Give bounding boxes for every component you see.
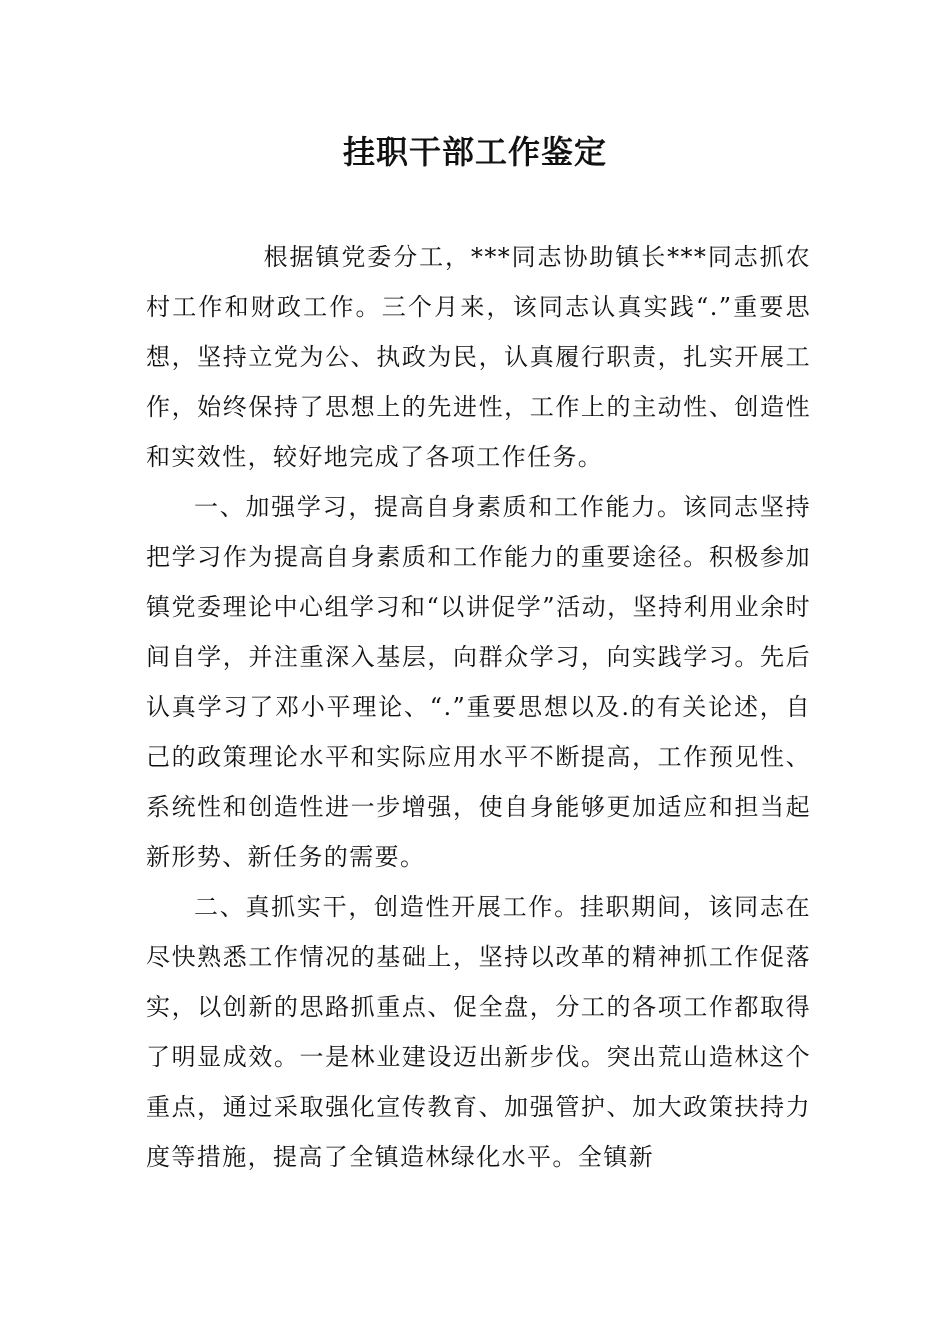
paragraph-intro: 根据镇党委分工，***同志协助镇长***同志抓农村工作和财政工作。三个月来，该同志认真实践“.”重要思想，坚持立党为公、执政为民，认真履行职责，扎实开展工作，始终保持了思想上的先进性，工作上的主动性、创造性和实效性，较好地完成了各项工作任务。 xyxy=(146,243,811,471)
document-title: 挂职干部工作鉴定 xyxy=(342,133,607,171)
paragraph-study: 一、加强学习，提高自身素质和工作能力。该同志坚持把学习作为提高自身素质和工作能力的重要途径。积极参加镇党委理论中心组学习和“以讲促学”活动，坚持利用业余时间自学，并注重深入基层，向群众学习，向实践学习。先后认真学习了邓小平理论、“.”重要思想以及.的有关论述，自己的政策理论水平和实际应用水平不断提高，工作预见性、系统性和创造性进一步增强，使自身能够更加适应和担当起新形势、新任务的需要。 xyxy=(146,493,811,871)
document-body xyxy=(146,232,811,1182)
paragraph-work: 二、真抓实干，创造性开展工作。挂职期间，该同志在尽快熟悉工作情况的基础上，坚持以改革的精神抓工作促落实，以创新的思路抓重点、促全盘，分工的各项工作都取得了明显成效。一是林业建设迈出新步伐。突出荒山造林这个重点，通过采取强化宣传教育、加强管护、加大政策扶持力度等措施，提高了全镇造林绿化水平。全镇新 xyxy=(146,893,811,1171)
